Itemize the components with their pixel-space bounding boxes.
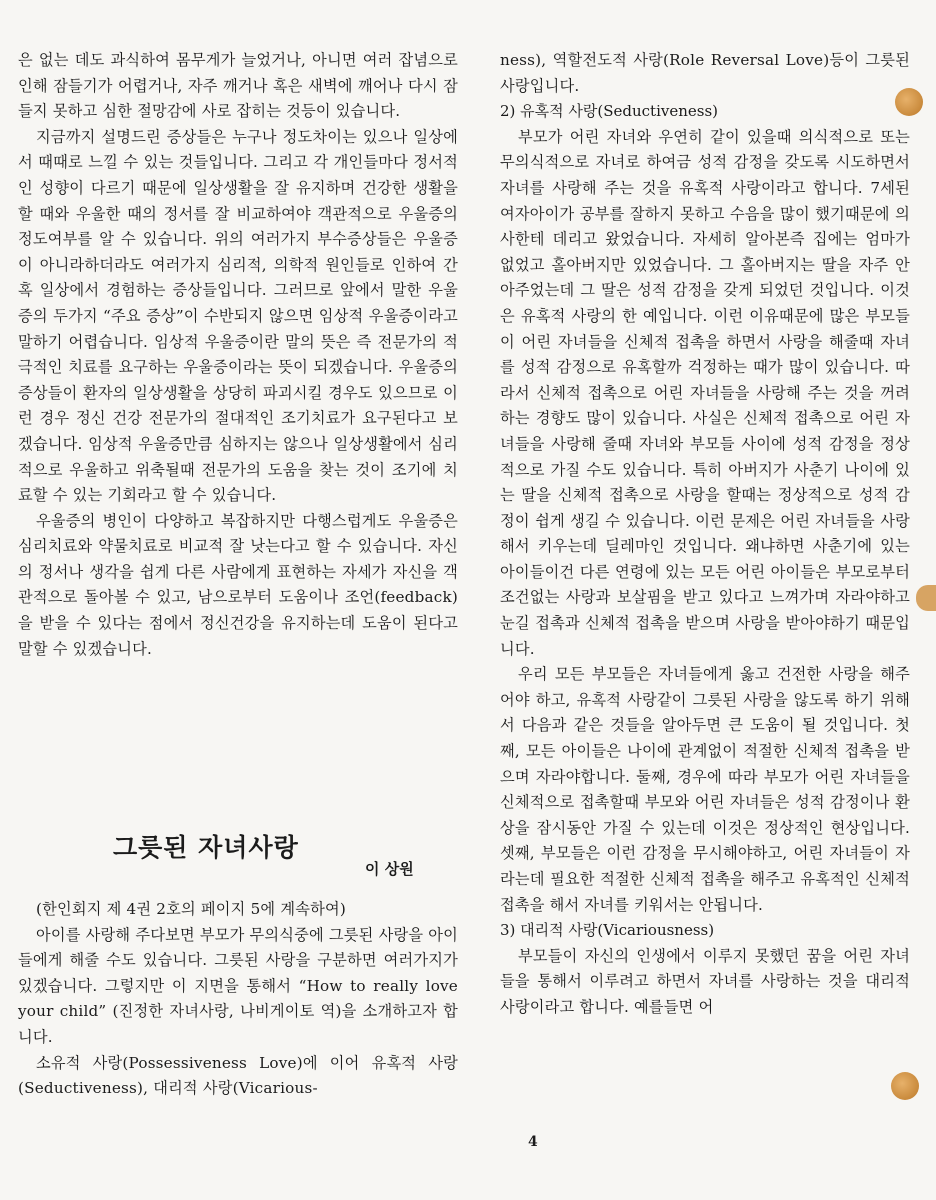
- page-number: 4: [528, 1134, 538, 1150]
- article-body: [18, 897, 458, 1102]
- paragraph: 부모들이 자신의 인생에서 이루지 못했던 꿈을 어린 자녀들을 통해서 이루려고 하면서 자녀를 사랑하는 것을 대리적 사랑이라고 합니다. 예를들면 어: [500, 946, 910, 1016]
- paragraph: 우울증의 병인이 다양하고 복잡하지만 다행스럽게도 우울증은 심리치료와 약물치료로 비교적 잘 낫는다고 할 수 있습니다. 자신의 정서나 생각을 쉽게 다른 사람에게 표현하는 자세가 자신을 객관적으로 돌아볼 수 있고, 남으로부터 도움이나 조언(feedback)을 받을 수 있다는 점에서 정신건강을 유지하는데 도움이 된다고 말할 수 있겠습니다.: [18, 511, 458, 658]
- binder-hole-mark: [895, 88, 923, 116]
- article-title: 그릇된 자녀사랑: [113, 833, 299, 862]
- paragraph: ness), 역할전도적 사랑(Role Reversal Love)등이 그릇된 사랑입니다.: [500, 51, 910, 95]
- paragraph: 부모가 어린 자녀와 우연히 같이 있을때 의식적으로 또는 무의식적으로 자녀로 하여금 성적 감정을 갖도록 시도하면서 자녀를 사랑해 주는 것을 유혹적 사랑이라고 합니다. 7세된 여자아이가 공부를 잘하지 못하고 수음을 많이 했기때문에 의사한테 데리고 왔었습니다. 자세히 알아본즉 집에는 엄마가 없었고 홀아버지만 있었습니다. 그 홀아버지는 딸을 자주 안아주었는데 그 딸은 성적 감정을 갖게 되었던 것입니다. 이것은 유혹적 사랑의 한 예입니다. 이런 이유때문에 많은 부모들이 어린 자녀들을 신체적 접촉을 하면서 사랑을 해줄때 자녀를 성적 감정으로 유혹할까 걱정하는 때가 많이 있습니다. 따라서 신체적 접촉으로 어린 자녀들을 사랑해 주는 것을 꺼려하는 경향도 많이 있습니다. 사실은 신체적 접촉으로 어린 자녀들을 사랑해 줄때 자녀와 부모들 사이에 성적 감정을 정상적으로 가질 수도 있습니다. 특히 아버지가 사춘기 나이에 있는 딸을 신체적 접촉으로 사랑을 할때는 정상적으로 성적 감정이 쉽게 생길 수 있습니다. 이런 문제은 어린 자녀들을 사랑해서 키우는데 딜레마인 것입니다. 왜냐하면 사춘기에 있는 아이들이건 다른 연령에 있는 모든 어린 아이들은 부모로부터 조건없는 사랑과 보살핌을 받고 있다고 느껴가며 자라야하고 눈길 접촉과 신체적 접촉을 받으며 사랑을 받아야하기 때문입니다.: [500, 127, 910, 658]
- binder-hole-mark: [891, 1072, 919, 1100]
- section-heading: 2) 유혹적 사랑(Seductiveness): [500, 102, 719, 121]
- binder-hole-mark: [916, 585, 936, 611]
- continuation-note: (한인회지 제 4권 2호의 페이지 5에 계속하여): [36, 900, 346, 918]
- article-author: 이 상원: [365, 860, 414, 878]
- paragraph: 아이를 사랑해 주다보면 부모가 무의식중에 그릇된 사랑을 아이들에게 해줄 수도 있습니다. 그릇된 사랑을 구분하면 여러가지가 있겠습니다. 그렇지만 이 지면을 통해서 “How to really love your child” (진정한 자녀사랑, 나비게이토 역)을 소개하고자 합니다.: [18, 925, 458, 1046]
- paragraph: 지금까지 설명드린 증상들은 누구나 정도차이는 있으나 일상에서 때때로 느낄 수 있는 것들입니다. 그리고 각 개인들마다 정서적인 성향이 다르기 때문에 일상생활을 잘 유지하며 건강한 생활을 할 때와 우울한 때의 정서를 잘 비교하여야 객관적으로 우울증의 정도여부를 알 수 있습니다. 위의 여러가지 부수증상들은 우울증이 아니라하더라도 여러가지 심리적, 의학적 원인들로 인하여 간혹 일상에서 경험하는 증상들입니다. 그러므로 앞에서 말한 우울증의 두가지 “주요 증상”이 수반되지 않으면 임상적 우울증이라고 말하기 어렵습니다. 임상적 우울증이란 말의 뜻은 즉 전문가의 적극적인 치료를 요구하는 우울증이라는 뜻이 되겠습니다. 우울증의 증상들이 환자의 일상생활을 상당히 파괴시킬 경우도 있으므로 이런 경우 정신 건강 전문가의 절대적인 조기치료가 요구된다고 보겠습니다. 임상적 우울증만큼 심하지는 않으나 일상생활에서 심리적으로 우울하고 위축될때 전문가의 도움을 찾는 것이 조기에 치료할 수 있는 기회라고 할 수 있습니다.: [18, 127, 458, 505]
- section-heading: 3) 대리적 사랑(Vicariousness): [500, 921, 715, 940]
- paragraph: 우리 모든 부모들은 자녀들에게 옳고 건전한 사랑을 해주어야 하고, 유혹적 사랑같이 그릇된 사랑을 않도록 하기 위해서 다음과 같은 것들을 알아두면 큰 도움이 될 것입니다. 첫째, 모든 아이들은 나이에 관계없이 적절한 신체적 접촉을 받으며 자라야합니다. 둘째, 경우에 따라 부모가 어린 자녀들을 신체적으로 접촉할때 부모와 어린 자녀들은 성적 감정이나 환상을 잠시동안 가질 수 있는데 이것은 정상적인 현상입니다. 셋째, 부모들은 이런 감정을 무시해야하고, 어린 자녀들이 자라는데 필요한 적절한 신체적 접촉을 해주고 유혹적인 신체적 접촉을 해서 자녀를 키워서는 안됩니다.: [500, 665, 910, 914]
- paragraph: 은 없는 데도 과식하여 몸무게가 늘었거나, 아니면 여러 잡념으로 인해 잠들기가 어렵거나, 자주 깨거나 혹은 새벽에 깨어나 다시 잠들지 못하고 심한 절망감에 사로 잡히는 것등이 있습니다.: [18, 51, 458, 121]
- left-column: [18, 48, 458, 662]
- right-column: [500, 48, 910, 1021]
- paragraph: 소유적 사랑(Possessiveness Love)에 이어 유혹적 사랑(Seductiveness), 대리적 사랑(Vicarious-: [18, 1053, 458, 1098]
